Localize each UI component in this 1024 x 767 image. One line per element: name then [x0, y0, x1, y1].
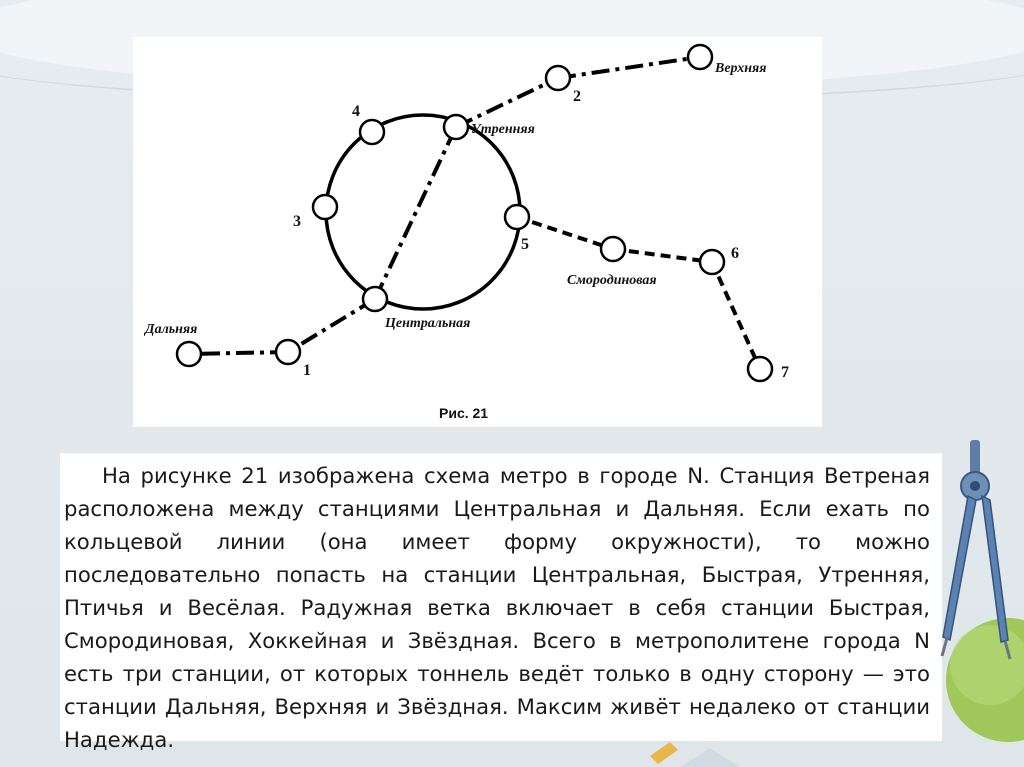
problem-text-panel: [60, 453, 942, 752]
station-6: [700, 250, 724, 274]
line-tsentralnaya-1: [288, 299, 375, 352]
label-1: 1: [303, 362, 311, 379]
line-1-dalnyaya: [189, 352, 288, 354]
label-dalnyaya: Дальняя: [145, 322, 198, 337]
label-tsentralnaya: Центральная: [385, 316, 471, 331]
station-5: [505, 205, 529, 229]
metro-diagram-panel: [133, 37, 822, 427]
station-2: [546, 66, 570, 90]
station-verkhnyaya: [688, 45, 712, 69]
station-smorodinovaya: [601, 237, 625, 261]
ruler-icon: [680, 748, 740, 767]
line-6-7: [712, 262, 760, 369]
chord-line: [375, 127, 456, 299]
compass-icon: [942, 440, 1010, 659]
label-smorodinovaya: Смородиновая: [567, 273, 657, 288]
line-2-verkhnyaya: [558, 57, 700, 78]
line-5-smorodinovaya: [517, 217, 613, 249]
label-2: 2: [573, 88, 581, 105]
station-1: [276, 340, 300, 364]
line-smorodinovaya-6: [613, 249, 712, 262]
station-tsentralnaya: [363, 287, 387, 311]
station-3: [313, 195, 337, 219]
line-utrennyaya-2: [456, 78, 558, 127]
pencil-icon: [650, 742, 678, 764]
pencil-decoration: [640, 738, 760, 767]
station-4: [360, 120, 384, 144]
label-7: 7: [781, 364, 789, 381]
label-4: 4: [352, 103, 360, 120]
compass-decoration: [930, 440, 1024, 767]
label-utrennyaya: Утренняя: [471, 122, 535, 137]
figure-caption: Рис. 21: [439, 405, 489, 421]
station-7: [748, 357, 772, 381]
label-6: 6: [731, 245, 739, 262]
label-3: 3: [293, 213, 301, 230]
station-dalnyaya: [177, 342, 201, 366]
metro-diagram: [133, 37, 822, 427]
label-5: 5: [521, 236, 529, 253]
label-verkhnyaya: Верхняя: [715, 61, 767, 76]
ring-line: [326, 115, 520, 309]
station-utrennyaya: [444, 115, 468, 139]
problem-text: На рисунке 21 изображена схема метро в городе N. Станция Ветреная расположена между станциями Центральная и Дальняя. Если ехать по кольцевой линии (она имеет форму окружности), то можно последовательно попасть на станции Центральная, Быстрая, Утренняя, Птичья и Весёлая. Радужная ветка включает в себя станции Быстрая, Смородиновая, Хоккейная и Звёздная. Всего в метрополитене города N есть три станции, от которых тоннель ведёт только в одну сторону — это станции Дальняя, Верхняя и Звёздная. Максим живёт недалеко от станции Надежда.: [64, 463, 930, 752]
